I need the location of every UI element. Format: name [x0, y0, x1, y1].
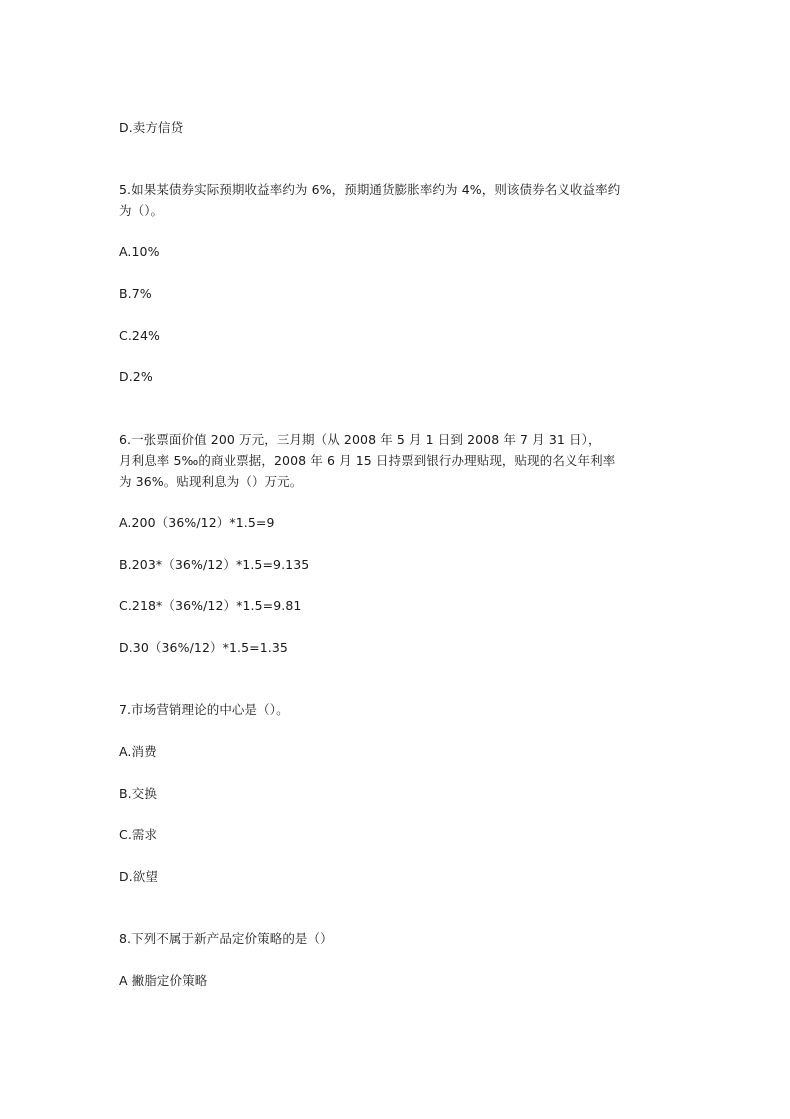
q6-stem-line-2: 月利息率 5‰的商业票据，2008 年 6 月 15 日持票到银行办理贴现，贴现的名义年利率 [119, 453, 616, 468]
q5-option-a: A.10% [119, 244, 160, 259]
q6-option-b: B.203*（36%/12）*1.5=9.135 [119, 557, 310, 572]
q6-option-d: D.30（36%/12）*1.5=1.35 [119, 640, 288, 655]
q8-stem: 8.下列不属于新产品定价策略的是（） [119, 931, 333, 946]
q5-option-c: C.24% [119, 328, 160, 343]
q6-stem-line-3: 为 36%。贴现利息为（）万元。 [119, 474, 303, 489]
q6-stem-line-1: 6.一张票面价值 200 万元，三月期（从 2008 年 5 月 1 日到 2008 年 7 月 31 日）， [119, 432, 601, 447]
q5-stem-line-1: 5.如果某债券实际预期收益率约为 6%，预期通货膨胀率约为 4%，则该债券名义收益率约 [119, 182, 621, 197]
q7-option-c: C.需求 [119, 827, 158, 842]
q4-option-d: D.卖方信贷 [119, 120, 184, 135]
q6-option-c: C.218*（36%/12）*1.5=9.81 [119, 598, 302, 613]
q7-option-b: B.交换 [119, 786, 157, 801]
q6-option-a: A.200（36%/12）*1.5=9 [119, 515, 275, 530]
q5-stem-line-2: 为（）。 [119, 203, 164, 218]
q7-option-d: D.欲望 [119, 869, 158, 884]
q8-option-a: A 撇脂定价策略 [119, 973, 208, 988]
q7-stem: 7.市场营销理论的中心是（）。 [119, 702, 289, 717]
q7-option-a: A.消费 [119, 744, 157, 759]
q5-option-d: D.2% [119, 369, 153, 384]
q5-option-b: B.7% [119, 286, 152, 301]
